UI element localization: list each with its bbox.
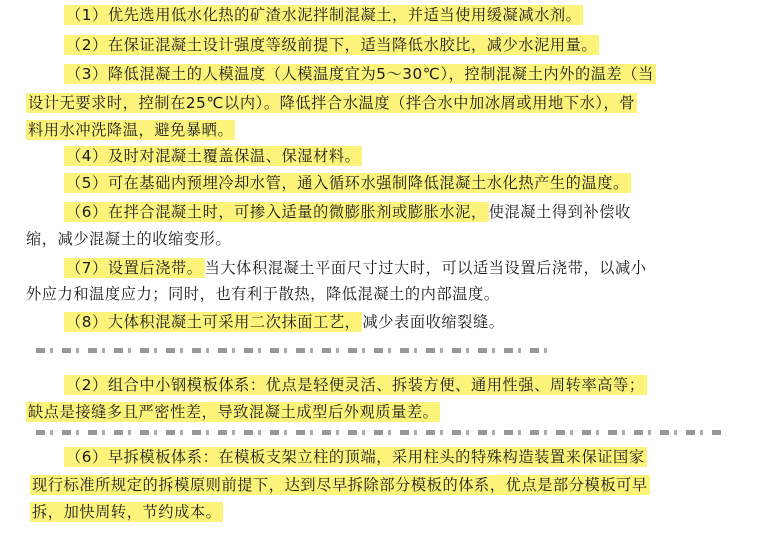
text-line xyxy=(64,65,656,84)
text-line xyxy=(30,476,650,495)
text-line xyxy=(64,448,647,467)
text-line xyxy=(30,503,223,522)
plain-text: 使混凝土得到补偿收 xyxy=(488,203,631,221)
highlighted-text: （7）设置后浇带。 xyxy=(66,259,203,277)
highlighted-text: 拆，加快周转，节约成本。 xyxy=(32,503,222,521)
highlighted-text: （8）大体积混凝土可采用二次抹面工艺， xyxy=(66,313,361,331)
text-line xyxy=(26,230,231,249)
text-line xyxy=(64,259,647,278)
plain-text: 当大体积混凝土平面尺寸过大时，可以适当设置后浇带，以减小 xyxy=(204,259,647,277)
text-line xyxy=(26,285,500,304)
text-line xyxy=(64,313,505,332)
highlighted-text: （6）在拌合混凝土时，可掺入适量的微膨胀剂或膨胀水泥， xyxy=(66,203,487,221)
highlighted-text: （3）降低混凝土的人模温度（人模温度宜为5～30℃），控制混凝土内外的温差（当 xyxy=(66,65,654,83)
text-line xyxy=(64,36,599,55)
text-line xyxy=(26,121,235,140)
highlighted-text: （2）组合中小钢模板体系：优点是轻便灵活、拆装方便、通用性强、周转率高等； xyxy=(66,376,645,394)
text-line xyxy=(64,174,631,193)
highlighted-text: 现行标准所规定的拆模原则前提下，达到尽早拆除部分模板的体系，优点是部分模板可早 xyxy=(32,476,648,494)
plain-text: 外应力和温度应力；同时，也有利于散热，降低混凝土的内部温度。 xyxy=(26,285,500,303)
cropped-text-fragment xyxy=(36,430,726,435)
highlighted-text: （5）可在基础内预埋冷却水管，通入循环水强制降低混凝土水化热产生的温度。 xyxy=(66,174,629,192)
text-line xyxy=(64,147,362,166)
highlighted-text: 设计无要求时，控制在25℃以内）。降低拌合水温度（拌合水中加冰屑或用地下水），骨 xyxy=(28,94,636,112)
plain-text: 减少表面收缩裂缝。 xyxy=(362,313,505,331)
cropped-text-fragment xyxy=(36,348,556,353)
highlighted-text: （6）早拆模板体系：在模板支架立柱的顶端，采用柱头的特殊构造装置来保证国家 xyxy=(66,448,645,466)
highlighted-text: （1）优先选用低水化热的矿渣水泥拌制混凝土，并适当使用缓凝减水剂。 xyxy=(66,6,582,24)
text-line xyxy=(64,6,583,25)
plain-text: 缩，减少混凝土的收缩变形。 xyxy=(26,230,232,248)
text-line xyxy=(64,376,647,395)
highlighted-text: 料用水冲洗降温，避免暴晒。 xyxy=(28,121,234,139)
text-line xyxy=(26,94,637,113)
highlighted-text: 缺点是接缝多且严密性差，导致混凝土成型后外观质量差。 xyxy=(28,403,439,421)
text-line xyxy=(64,203,631,222)
text-line xyxy=(26,403,440,422)
highlighted-text: （2）在保证混凝土设计强度等级前提下，适当降低水胶比，减少水泥用量。 xyxy=(66,36,598,54)
highlighted-text: （4）及时对混凝土覆盖保温、保湿材料。 xyxy=(66,147,361,165)
